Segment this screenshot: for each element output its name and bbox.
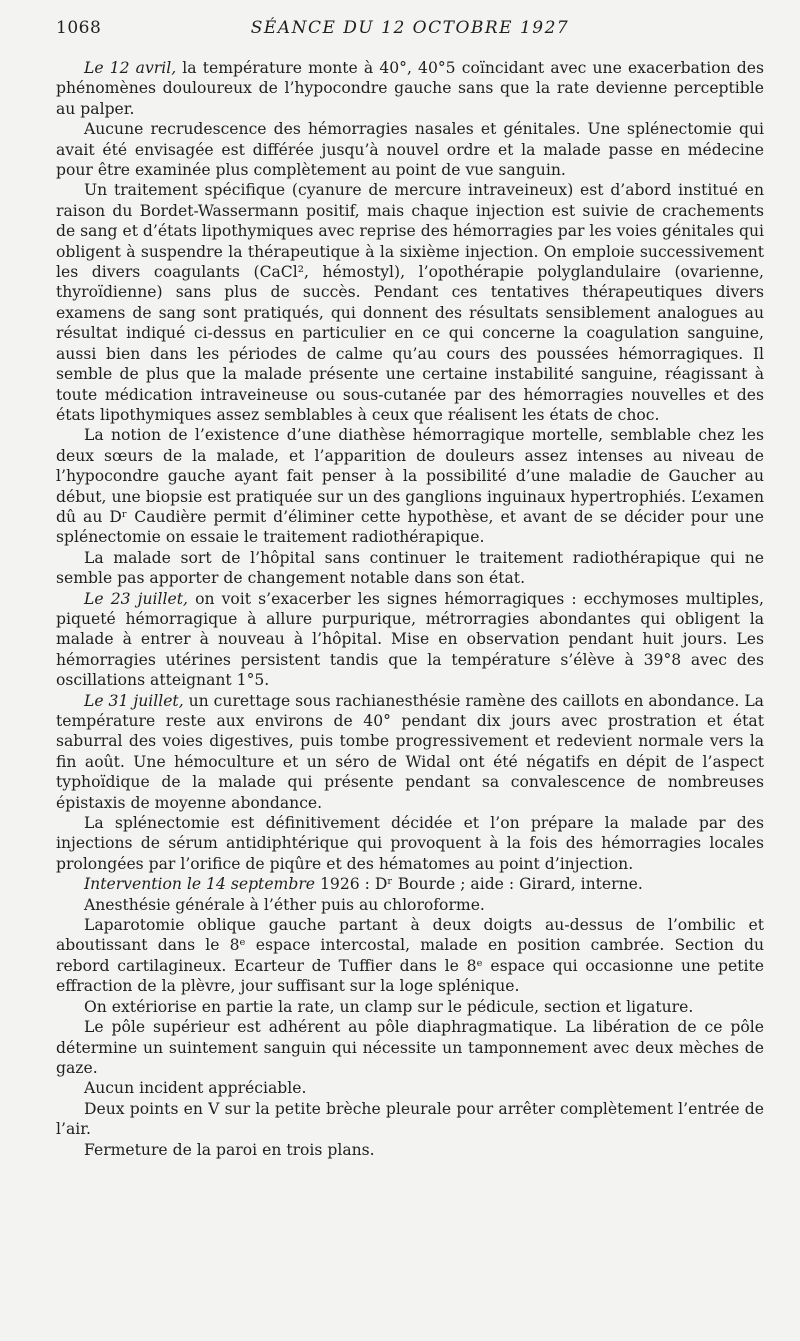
paragraph-text: la température monte à 40°, 40°5 coïncidant avec une exacerbation des phénomènes douloureux de l’hypocondre gauche sans que la rate devienne perceptible au palper. — [56, 59, 764, 118]
paragraph-lead: Le 23 juillet, — [84, 589, 188, 608]
paragraph — [56, 874, 764, 894]
paragraph-text: On extériorise en partie la rate, un clamp sur le pédicule, section et ligature. — [84, 997, 694, 1016]
paragraph — [56, 997, 764, 1017]
paragraph-text: un curettage sous rachianesthésie ramène des caillots en abondance. La température reste aux environs de 40° pendant dix jours avec prostration et état saburral des voies digestives, puis tombe progressivement et redevient normale vers la fin août. Une hémoculture et un séro de Widal ont été négatifs en dépit de l’aspect typhoïdique de la malade qui présente pendant sa convalescence de nombreuses épistaxis de moyenne abondance. — [56, 691, 764, 812]
paragraph-text: Un traitement spécifique (cyanure de mercure intraveineux) est d’abord institué en raison du Bordet-Wassermann positif, mais chaque injection est suivie de crachements de sang et d’états lipothymiques avec reprise des hémorragies par les voies génitales qui obligent à suspendre la thérapeutique à la sixième injection. On emploie successivement les divers coagulants (CaCl², hémostyl), l’opothérapie polyglandulaire (ovarienne, thyroïdienne) sans plus de succès. Pendant ces tentatives thérapeutiques divers examens de sang sont pratiqués, qui donnent des résultats sensiblement analogues au résultat indiqué ci-dessus en particulier en ce qui concerne la coagulation sanguine, aussi bien dans les périodes de calme qu’au cours des poussées hémorragiques. Il semble de plus que la malade présente une certaine instabilité sanguine, réagissant à toute médication intraveineuse ou sous-cutanée par des hémorragies nouvelles et des états lipothymiques assez semblables à ceux que réalisent les états de choc. — [56, 181, 764, 424]
paragraph — [56, 589, 764, 691]
paragraph — [56, 915, 764, 997]
paragraph-text: Aucun incident appréciable. — [84, 1079, 307, 1098]
paragraph — [56, 58, 764, 119]
paragraph — [56, 1099, 764, 1140]
paragraph — [56, 691, 764, 813]
paragraph-lead: Le 31 juillet, — [84, 691, 184, 710]
paragraph-text: Fermeture de la paroi en trois plans. — [84, 1140, 375, 1159]
paragraph — [56, 180, 764, 425]
paragraph-text: Laparotomie oblique gauche partant à deux doigts au-dessus de l’ombilic et aboutissant dans le 8ᵉ espace intercostal, malade en position cambrée. Section du rebord cartilagineux. Ecarteur de Tuffier dans le 8ᵉ espace qui occasionne une petite effraction de la plèvre, jour suffisant sur la loge splénique. — [56, 916, 764, 996]
page-number: 1068 — [56, 18, 102, 38]
paragraph-text: Le pôle supérieur est adhérent au pôle diaphragmatique. La libération de ce pôle détermine un suintement sanguin qui nécessite un tamponnement avec deux mèches de gaze. — [56, 1018, 764, 1077]
paragraph — [56, 1078, 764, 1098]
paragraph — [56, 425, 764, 547]
paragraph-text: 1926 : Dʳ Bourde ; aide : Girard, interne. — [315, 875, 643, 894]
paragraph-text: Deux points en V sur la petite brèche pleurale pour arrêter complètement l’entrée de l’air. — [56, 1099, 764, 1139]
paragraph-text: Aucune recrudescence des hémorragies nasales et génitales. Une splénectomie qui avait été envisagée est différée jusqu’à nouvel ordre et la malade passe en médecine pour être examinée plus complètement au point de vue sanguin. — [56, 120, 764, 180]
paragraph-lead: Intervention le 14 septembre — [84, 875, 316, 894]
paragraph — [56, 895, 764, 915]
paragraph — [56, 1140, 764, 1160]
paragraph-text: La splénectomie est définitivement décidée et l’on prépare la malade par des injections de sérum antidiphtérique qui provoquent à la fois des hémorragies locales prolongées par l’orifice de piqûre et des hématomes au point d’injection. — [56, 814, 764, 873]
paragraph — [56, 548, 764, 589]
paragraph-text: Anesthésie générale à l’éther puis au chloroforme. — [84, 895, 485, 914]
paragraph — [56, 1017, 764, 1078]
paragraph-lead: Le 12 avril, — [84, 59, 177, 77]
paragraph-text: La notion de l’existence d’une diathèse hémorragique mortelle, semblable chez les deux sœurs de la malade, et l’apparition de douleurs assez intenses au niveau de l’hypocondre gauche ayant fait penser à la possibilité d’une maladie de Gaucher au début, une biopsie est pratiquée sur un des ganglions inguinaux hypertrophiés. L’examen dû au Dʳ Caudière permit d’éliminer cette hypothèse, et avant de se décider pour une splénectomie on essaie le traitement radiothérapique. — [56, 426, 764, 547]
paragraph-text: La malade sort de l’hôpital sans continuer le traitement radiothérapique qui ne semble pas apporter de changement notable dans son état. — [56, 548, 764, 588]
running-title: SÉANCE DU 12 OCTOBRE 1927 — [250, 18, 570, 38]
paragraph — [56, 813, 764, 874]
paragraph-text: on voit s’exacerber les signes hémorragiques : ecchymoses multiples, piqueté hémorragique à allure purpurique, métrorragies abondantes qui obligent la malade à entrer à nouveau à l’hôpital. Mise en observation pendant huit jours. Les hémorragies utérines persistent tandis que la température s’élève à 39°8 avec des oscillations atteignant 1°5. — [56, 589, 764, 690]
running-head — [56, 18, 764, 46]
body-text — [56, 58, 764, 1160]
paragraph — [56, 119, 764, 180]
